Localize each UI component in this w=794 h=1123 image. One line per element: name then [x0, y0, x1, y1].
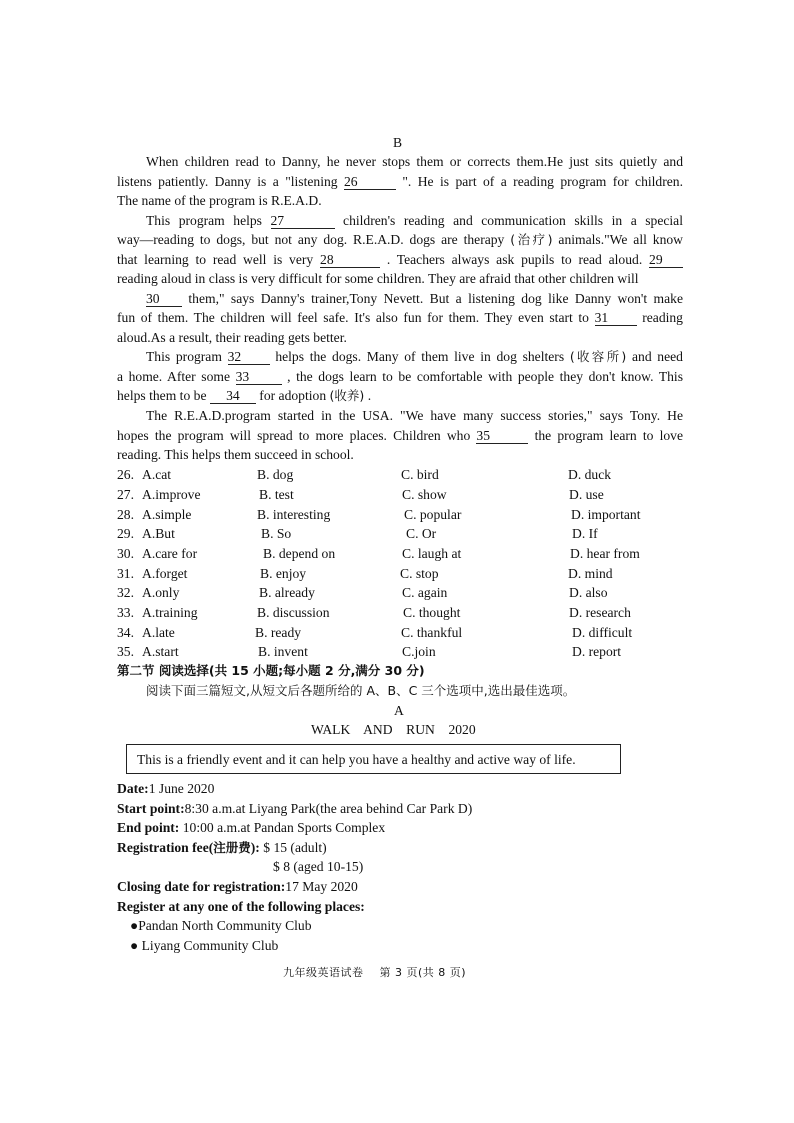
place-item: ●Pandan North Community Club: [130, 918, 312, 933]
text-segment: (收容所): [569, 349, 627, 364]
blank-35[interactable]: 35: [476, 428, 528, 444]
option-d[interactable]: D. research: [569, 605, 631, 620]
text-segment: .: [367, 388, 372, 403]
start-label: Start point:: [117, 801, 185, 816]
section-instruction: 阅读下面三篇短文,从短文后各题所给的 A、B、C 三个选项中,选出最佳选项。: [146, 683, 576, 698]
text-segment: reading: [642, 310, 683, 325]
text-segment: helps the dogs. Many of them live in dog shelters: [275, 349, 565, 364]
option-b[interactable]: B. enjoy: [260, 566, 307, 581]
passage-line: [117, 367, 683, 386]
text-segment: helps them to be: [117, 388, 207, 403]
option-a[interactable]: A.only: [142, 585, 180, 600]
option-d[interactable]: D. If: [572, 526, 598, 541]
register-label: Register at any one of the following places:: [117, 899, 365, 914]
text-segment: hopes the program will spread to more places. Children who: [117, 428, 471, 443]
option-c[interactable]: C. show: [402, 487, 447, 502]
question-number: 33.: [117, 605, 134, 620]
fee-child: $ 8 (aged 10-15): [273, 859, 364, 874]
passage-line: The R.E.A.D.program started in the USA. "We have many success stories," says Tony. He: [146, 408, 683, 423]
passage-line: reading aloud in class is very difficult for some children. They are afraid that other children will: [117, 271, 639, 286]
passage-line: [117, 172, 683, 191]
option-b[interactable]: B. test: [259, 487, 294, 502]
date-row: [117, 779, 214, 798]
option-a[interactable]: A.start: [142, 644, 179, 659]
option-d[interactable]: D. also: [569, 585, 608, 600]
option-b[interactable]: B. ready: [255, 625, 302, 640]
option-b[interactable]: B. discussion: [257, 605, 330, 620]
text-segment: animals."We all know: [558, 232, 683, 247]
option-b[interactable]: B. interesting: [257, 507, 331, 522]
option-c[interactable]: C.join: [402, 644, 436, 659]
option-d[interactable]: D. hear from: [570, 546, 640, 561]
date-value: 1 June 2020: [148, 781, 215, 796]
option-d[interactable]: D. duck: [568, 467, 612, 482]
option-b[interactable]: B. So: [261, 526, 292, 541]
event-description: This is a friendly event and it can help you have a healthy and active way of life.: [137, 752, 576, 767]
passage-line: [117, 250, 683, 269]
text-segment: . Teachers always ask pupils to read aloud.: [386, 252, 643, 267]
blank-27[interactable]: 27: [271, 213, 335, 229]
option-c[interactable]: C. laugh at: [402, 546, 462, 561]
option-d[interactable]: D. mind: [568, 566, 613, 581]
text-segment: fun of them. The children will feel safe. It's also fun for them. They even start to: [117, 310, 589, 325]
passage-a-label: A: [394, 703, 404, 718]
text-segment: way—reading to dogs, but not any dog. R.E.A.D. dogs are therapy: [117, 232, 505, 247]
end-row: [117, 818, 385, 837]
text-segment: for adoption: [259, 388, 327, 403]
passage-line: [117, 230, 683, 249]
option-b[interactable]: B. depend on: [263, 546, 336, 561]
option-b[interactable]: B. invent: [258, 644, 308, 659]
fee-label: Registration fee(: [117, 840, 214, 855]
question-number: 32.: [117, 585, 134, 600]
fee-label-cjk: 注册费: [213, 840, 251, 855]
option-a[interactable]: A.But: [142, 526, 175, 541]
option-c[interactable]: C. thought: [403, 605, 461, 620]
text-segment: (收养): [329, 388, 365, 403]
text-segment: children's reading and communication skills in a special: [343, 213, 683, 228]
start-row: [117, 799, 472, 818]
option-d[interactable]: D. difficult: [572, 625, 633, 640]
start-value: 8:30 a.m.at Liyang Park(the area behind Car Park D): [184, 801, 473, 816]
option-a[interactable]: A.simple: [142, 507, 192, 522]
closing-value: 17 May 2020: [285, 879, 358, 894]
closing-row: [117, 877, 358, 896]
question-number: 34.: [117, 625, 134, 640]
end-value: 10:00 a.m.at Pandan Sports Complex: [179, 820, 386, 835]
blank-34[interactable]: 34: [210, 388, 256, 404]
option-d[interactable]: D. use: [569, 487, 604, 502]
option-a[interactable]: A.forget: [142, 566, 188, 581]
blank-26[interactable]: 26: [344, 174, 396, 190]
date-label: Date:: [117, 781, 149, 796]
option-c[interactable]: C. bird: [401, 467, 439, 482]
text-segment: listens patiently. Danny is a "listening: [117, 174, 338, 189]
question-number: 29.: [117, 526, 134, 541]
passage-line: [117, 308, 683, 327]
text-segment: (治疗): [510, 232, 553, 247]
blank-32[interactable]: 32: [228, 349, 270, 365]
blank-28[interactable]: 28: [320, 252, 380, 268]
passage-line: [146, 289, 683, 308]
text-segment: a home. After some: [117, 369, 230, 384]
fee-adult: $ 15 (adult): [259, 840, 327, 855]
event-description-box: [126, 744, 621, 774]
option-d[interactable]: D. important: [571, 507, 641, 522]
page-footer: 九年级英语试卷 第 3 页(共 8 页): [283, 966, 467, 979]
text-segment: them," says Danny's trainer,Tony Nevett. But a listening dog like Danny won't make: [188, 291, 683, 306]
text-segment: the program learn to love: [534, 428, 683, 443]
fee-label-end: ):: [250, 840, 260, 855]
question-number: 30.: [117, 546, 134, 561]
blank-31[interactable]: 31: [595, 310, 637, 326]
question-number: 28.: [117, 507, 134, 522]
passage-line: [146, 347, 683, 366]
closing-label: Closing date for registration:: [117, 879, 286, 894]
blank-30[interactable]: 30: [146, 291, 182, 307]
option-a[interactable]: A.cat: [142, 467, 172, 482]
option-d[interactable]: D. report: [572, 644, 622, 659]
blank-33[interactable]: 33: [236, 369, 282, 385]
passage-line: aloud.As a result, their reading gets better.: [117, 330, 347, 345]
option-a[interactable]: A.training: [142, 605, 198, 620]
option-a[interactable]: A.care for: [142, 546, 198, 561]
section-title: 第二节 阅读选择(共 15 小题;每小题 2 分,满分 30 分): [117, 663, 425, 678]
event-title: WALK AND RUN 2020: [311, 722, 476, 737]
option-c[interactable]: C. stop: [400, 566, 439, 581]
passage-line: The name of the program is R.E.A.D.: [117, 193, 322, 208]
option-c[interactable]: C. again: [402, 585, 448, 600]
text-segment: and need: [631, 349, 683, 364]
text-segment: that learning to read well is very: [117, 252, 314, 267]
option-b[interactable]: B. already: [259, 585, 315, 600]
end-label: End point:: [117, 820, 180, 835]
option-a[interactable]: A.late: [142, 625, 175, 640]
question-number: 27.: [117, 487, 134, 502]
text-segment: ". He is part of a reading program for children.: [402, 174, 683, 189]
question-number: 26.: [117, 467, 134, 482]
place-item: ● Liyang Community Club: [130, 938, 279, 953]
option-c[interactable]: C. Or: [406, 526, 437, 541]
option-b[interactable]: B. dog: [257, 467, 294, 482]
text-segment: This program: [146, 349, 222, 364]
section-b-heading: B: [393, 135, 403, 150]
blank-29[interactable]: 29: [649, 252, 683, 268]
option-c[interactable]: C. thankful: [401, 625, 463, 640]
fee-row: [117, 838, 327, 857]
passage-line: reading. This helps them succeed in school.: [117, 447, 354, 462]
question-number: 35.: [117, 644, 134, 659]
passage-line: [117, 426, 683, 445]
question-number: 31.: [117, 566, 134, 581]
passage-line: When children read to Danny, he never stops them or corrects them.He just sits quietly and: [146, 154, 683, 169]
text-segment: , the dogs learn to be comfortable with people they don't know. This: [287, 369, 684, 384]
option-c[interactable]: C. popular: [404, 507, 462, 522]
passage-line: [146, 211, 683, 230]
option-a[interactable]: A.improve: [142, 487, 201, 502]
passage-line: [117, 386, 371, 405]
text-segment: This program helps: [146, 213, 262, 228]
